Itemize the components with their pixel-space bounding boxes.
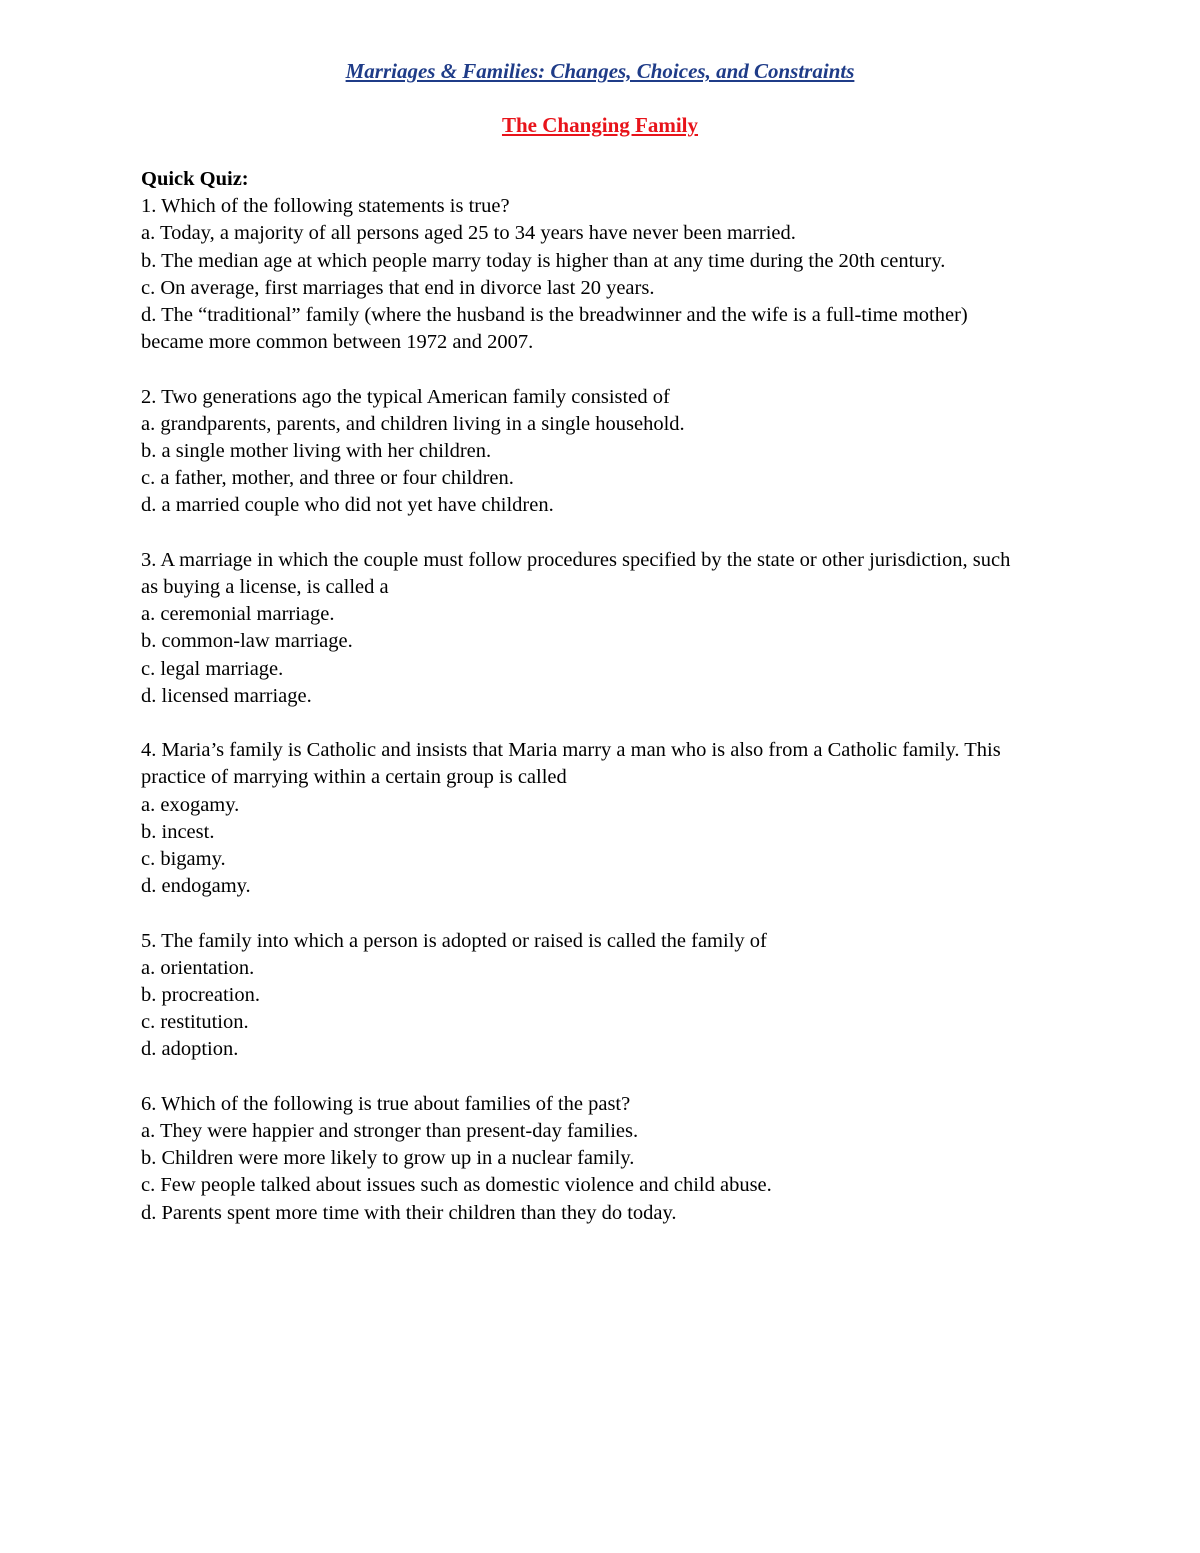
- answer-option: a. orientation.: [141, 956, 255, 979]
- answer-option: b. The median age at which people marry today is higher than at any time during the 20th century.: [141, 249, 946, 272]
- answer-option: a. exogamy.: [141, 793, 240, 816]
- answer-option: a. ceremonial marriage.: [141, 603, 335, 626]
- question-1: [141, 193, 1021, 356]
- answer-option: c. bigamy.: [141, 848, 226, 871]
- question-4: [141, 737, 1021, 900]
- question-stem: 4. Maria’s family is Catholic and insists that Maria marry a man who is also from a Catholic family. This practice of marrying within a certain group is called: [141, 739, 1001, 789]
- answer-option: d. a married couple who did not yet have children.: [141, 494, 554, 517]
- question-stem: 3. A marriage in which the couple must follow procedures specified by the state or other jurisdiction, such as buying a license, is called a: [141, 548, 1011, 599]
- answer-option: a. grandparents, parents, and children living in a single household.: [141, 412, 685, 435]
- question-stem: 1. Which of the following statements is true?: [141, 195, 510, 218]
- document-subtitle: The Changing Family: [501, 113, 699, 137]
- quiz-heading: Quick Quiz:: [141, 168, 249, 190]
- answer-option: b. procreation.: [141, 984, 260, 1007]
- question-stem: 5. The family into which a person is adopted or raised is called the family of: [141, 929, 767, 952]
- answer-option: d. licensed marriage.: [141, 684, 312, 707]
- question-6: [141, 1091, 1021, 1227]
- question-3: [141, 547, 1021, 710]
- question-stem: 6. Which of the following is true about families of the past?: [141, 1092, 631, 1115]
- document-title: Marriages & Families: Changes, Choices, and Constraints: [345, 59, 855, 83]
- answer-option: d. Parents spent more time with their children than they do today.: [141, 1201, 677, 1224]
- answer-option: b. incest.: [141, 820, 215, 843]
- answer-option: b. Children were more likely to grow up in a nuclear family.: [141, 1147, 635, 1170]
- answer-option: c. Few people talked about issues such as domestic violence and child abuse.: [141, 1174, 772, 1197]
- answer-option: c. a father, mother, and three or four children.: [141, 467, 514, 490]
- quiz-content: [141, 166, 1021, 1254]
- answer-option: c. On average, first marriages that end in divorce last 20 years.: [141, 276, 655, 299]
- answer-option: a. They were happier and stronger than present-day families.: [141, 1120, 639, 1143]
- question-5: [141, 928, 1021, 1064]
- answer-option: d. endogamy.: [141, 875, 251, 898]
- answer-option: b. common-law marriage.: [141, 630, 353, 653]
- answer-option: b. a single mother living with her children.: [141, 440, 492, 463]
- answer-option: c. legal marriage.: [141, 657, 284, 680]
- answer-option: a. Today, a majority of all persons aged 25 to 34 years have never been married.: [141, 222, 796, 245]
- question-stem: 2. Two generations ago the typical American family consisted of: [141, 385, 670, 408]
- answer-option: d. The “traditional” family (where the husband is the breadwinner and the wife is a full-time mother) became more common between 1972 and 2007.: [141, 304, 968, 354]
- answer-option: c. restitution.: [141, 1011, 249, 1034]
- answer-option: d. adoption.: [141, 1038, 239, 1061]
- question-2: [141, 384, 1021, 520]
